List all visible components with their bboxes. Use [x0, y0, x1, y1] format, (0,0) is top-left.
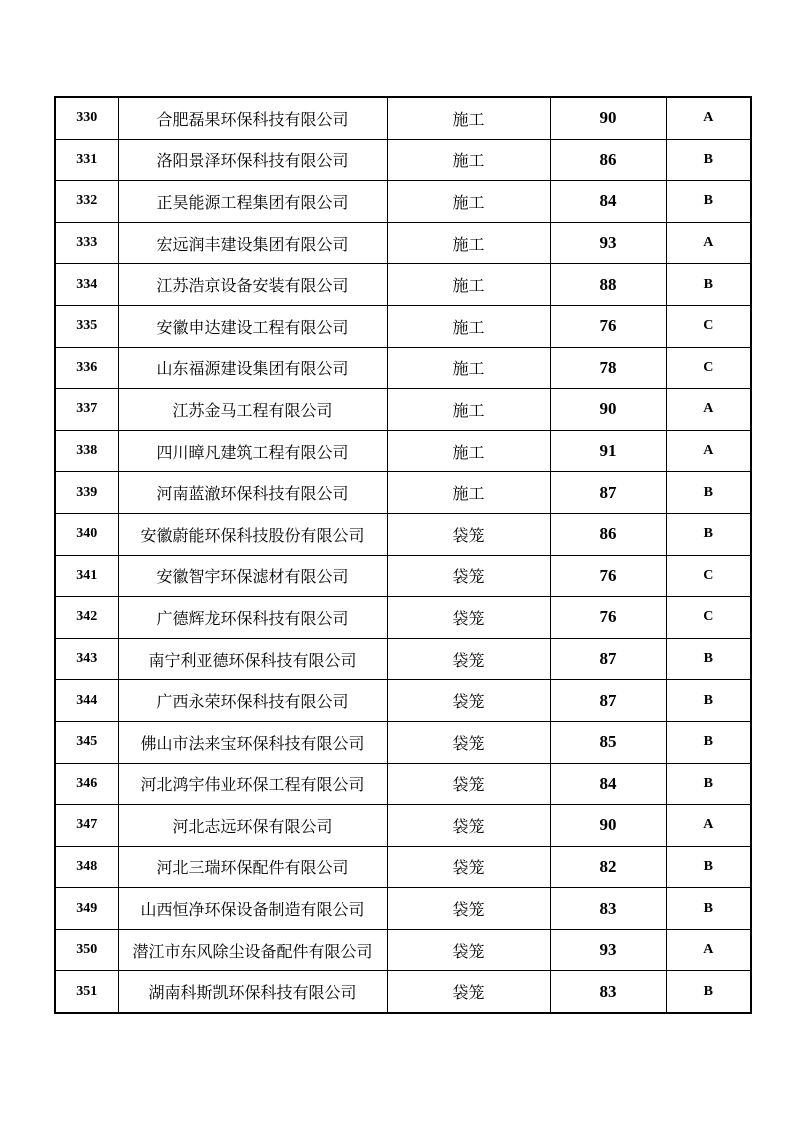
score-cell: 87 — [550, 472, 666, 514]
grade-cell: B — [666, 971, 751, 1013]
table-row — [55, 555, 751, 597]
score-cell: 76 — [550, 555, 666, 597]
score-cell: 83 — [550, 971, 666, 1013]
table-row — [55, 971, 751, 1013]
category-cell: 袋笼 — [387, 929, 550, 971]
grade-cell: B — [666, 139, 751, 181]
table-row — [55, 264, 751, 306]
company-name-cell: 安徽智宇环保滤材有限公司 — [118, 555, 387, 597]
category-cell: 施工 — [387, 430, 550, 472]
score-cell: 76 — [550, 597, 666, 639]
score-cell: 76 — [550, 305, 666, 347]
grade-cell: B — [666, 513, 751, 555]
row-index-cell: 333 — [55, 222, 118, 264]
score-cell: 88 — [550, 264, 666, 306]
row-index-cell: 331 — [55, 139, 118, 181]
table-row — [55, 181, 751, 223]
company-name-cell: 江苏浩京设备安装有限公司 — [118, 264, 387, 306]
table-row — [55, 597, 751, 639]
row-index-cell: 345 — [55, 721, 118, 763]
grade-cell: B — [666, 680, 751, 722]
row-index-cell: 343 — [55, 638, 118, 680]
row-index-cell: 348 — [55, 846, 118, 888]
company-name-cell: 河北三瑞环保配件有限公司 — [118, 846, 387, 888]
company-name-cell: 南宁利亚德环保科技有限公司 — [118, 638, 387, 680]
grade-cell: B — [666, 638, 751, 680]
table-row — [55, 763, 751, 805]
category-cell: 施工 — [387, 139, 550, 181]
score-cell: 84 — [550, 181, 666, 223]
table-row — [55, 472, 751, 514]
company-name-cell: 山东福源建设集团有限公司 — [118, 347, 387, 389]
table-row — [55, 430, 751, 472]
category-cell: 袋笼 — [387, 721, 550, 763]
grade-cell: C — [666, 597, 751, 639]
company-name-cell: 山西恒净环保设备制造有限公司 — [118, 888, 387, 930]
category-cell: 袋笼 — [387, 555, 550, 597]
grade-cell: B — [666, 846, 751, 888]
category-cell: 袋笼 — [387, 597, 550, 639]
row-index-cell: 340 — [55, 513, 118, 555]
company-name-cell: 潜江市东风除尘设备配件有限公司 — [118, 929, 387, 971]
company-name-cell: 广德辉龙环保科技有限公司 — [118, 597, 387, 639]
row-index-cell: 351 — [55, 971, 118, 1013]
category-cell: 袋笼 — [387, 805, 550, 847]
company-name-cell: 安徽蔚能环保科技股份有限公司 — [118, 513, 387, 555]
table-row — [55, 347, 751, 389]
table-row — [55, 805, 751, 847]
score-cell: 84 — [550, 763, 666, 805]
grade-cell: B — [666, 264, 751, 306]
category-cell: 施工 — [387, 181, 550, 223]
table-row — [55, 846, 751, 888]
table-row — [55, 389, 751, 431]
score-cell: 90 — [550, 389, 666, 431]
table-row — [55, 97, 751, 139]
category-cell: 袋笼 — [387, 638, 550, 680]
row-index-cell: 338 — [55, 430, 118, 472]
grade-cell: B — [666, 888, 751, 930]
category-cell: 施工 — [387, 472, 550, 514]
row-index-cell: 342 — [55, 597, 118, 639]
category-cell: 袋笼 — [387, 763, 550, 805]
vendor-rating-table — [54, 96, 752, 1014]
grade-cell: A — [666, 430, 751, 472]
score-cell: 86 — [550, 513, 666, 555]
row-index-cell: 335 — [55, 305, 118, 347]
table-row — [55, 929, 751, 971]
category-cell: 施工 — [387, 264, 550, 306]
category-cell: 施工 — [387, 389, 550, 431]
row-index-cell: 347 — [55, 805, 118, 847]
row-index-cell: 341 — [55, 555, 118, 597]
grade-cell: C — [666, 555, 751, 597]
category-cell: 袋笼 — [387, 680, 550, 722]
company-name-cell: 洛阳景泽环保科技有限公司 — [118, 139, 387, 181]
score-cell: 93 — [550, 222, 666, 264]
row-index-cell: 350 — [55, 929, 118, 971]
category-cell: 施工 — [387, 347, 550, 389]
score-cell: 82 — [550, 846, 666, 888]
row-index-cell: 344 — [55, 680, 118, 722]
row-index-cell: 349 — [55, 888, 118, 930]
category-cell: 袋笼 — [387, 513, 550, 555]
category-cell: 施工 — [387, 305, 550, 347]
category-cell: 袋笼 — [387, 846, 550, 888]
score-cell: 87 — [550, 638, 666, 680]
grade-cell: A — [666, 805, 751, 847]
company-name-cell: 江苏金马工程有限公司 — [118, 389, 387, 431]
table-row — [55, 680, 751, 722]
company-name-cell: 安徽申达建设工程有限公司 — [118, 305, 387, 347]
score-cell: 83 — [550, 888, 666, 930]
category-cell: 袋笼 — [387, 888, 550, 930]
score-cell: 86 — [550, 139, 666, 181]
score-cell: 78 — [550, 347, 666, 389]
table-row — [55, 305, 751, 347]
row-index-cell: 330 — [55, 97, 118, 139]
grade-cell: B — [666, 763, 751, 805]
company-name-cell: 宏远润丰建设集团有限公司 — [118, 222, 387, 264]
grade-cell: B — [666, 472, 751, 514]
company-name-cell: 正昊能源工程集团有限公司 — [118, 181, 387, 223]
grade-cell: B — [666, 181, 751, 223]
score-cell: 90 — [550, 97, 666, 139]
company-name-cell: 湖南科斯凯环保科技有限公司 — [118, 971, 387, 1013]
score-cell: 85 — [550, 721, 666, 763]
grade-cell: A — [666, 389, 751, 431]
score-cell: 90 — [550, 805, 666, 847]
company-name-cell: 河北鸿宇伟业环保工程有限公司 — [118, 763, 387, 805]
row-index-cell: 332 — [55, 181, 118, 223]
grade-cell: A — [666, 929, 751, 971]
score-cell: 91 — [550, 430, 666, 472]
table-row — [55, 638, 751, 680]
grade-cell: B — [666, 721, 751, 763]
score-cell: 87 — [550, 680, 666, 722]
company-name-cell: 广西永荣环保科技有限公司 — [118, 680, 387, 722]
table-row — [55, 139, 751, 181]
table-row — [55, 721, 751, 763]
company-name-cell: 四川暲凡建筑工程有限公司 — [118, 430, 387, 472]
row-index-cell: 339 — [55, 472, 118, 514]
row-index-cell: 334 — [55, 264, 118, 306]
company-name-cell: 河北志远环保有限公司 — [118, 805, 387, 847]
grade-cell: C — [666, 347, 751, 389]
score-cell: 93 — [550, 929, 666, 971]
company-name-cell: 合肥磊果环保科技有限公司 — [118, 97, 387, 139]
row-index-cell: 337 — [55, 389, 118, 431]
table-row — [55, 513, 751, 555]
company-name-cell: 佛山市法来宝环保科技有限公司 — [118, 721, 387, 763]
row-index-cell: 336 — [55, 347, 118, 389]
table-body — [55, 97, 751, 1013]
row-index-cell: 346 — [55, 763, 118, 805]
category-cell: 施工 — [387, 222, 550, 264]
category-cell: 施工 — [387, 97, 550, 139]
company-name-cell: 河南蓝澈环保科技有限公司 — [118, 472, 387, 514]
table-row — [55, 222, 751, 264]
grade-cell: C — [666, 305, 751, 347]
grade-cell: A — [666, 222, 751, 264]
grade-cell: A — [666, 97, 751, 139]
table-row — [55, 888, 751, 930]
category-cell: 袋笼 — [387, 971, 550, 1013]
